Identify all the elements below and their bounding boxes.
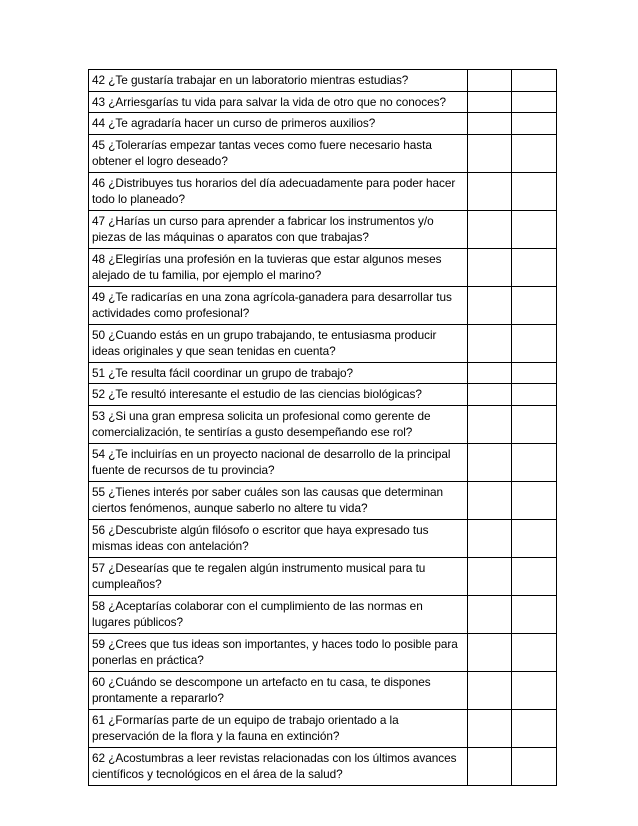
question-text: 60 ¿Cuándo se descompone un artefacto en tu casa, te dispones prontamente a repararlo? <box>89 671 468 709</box>
question-text: 58 ¿Aceptarías colaborar con el cumplimiento de las normas en lugares públicos? <box>89 595 468 633</box>
question-row-51 <box>89 362 557 384</box>
question-row-47 <box>89 210 557 248</box>
answer-cell-second[interactable] <box>512 384 557 406</box>
question-text: 59 ¿Crees que tus ideas son importantes, y haces todo lo posible para ponerlas en práctica? <box>89 633 468 671</box>
question-row-46 <box>89 172 557 210</box>
answer-cell-second[interactable] <box>512 443 557 481</box>
question-row-59 <box>89 633 557 671</box>
answer-cell-first[interactable] <box>468 70 512 92</box>
answer-cell-first[interactable] <box>468 362 512 384</box>
question-text: 46 ¿Distribuyes tus horarios del día adecuadamente para poder hacer todo lo planeado? <box>89 172 468 210</box>
question-row-56 <box>89 519 557 557</box>
answer-cell-second[interactable] <box>512 671 557 709</box>
question-text: 47 ¿Harías un curso para aprender a fabricar los instrumentos y/o piezas de las máquinas o aparatos con que trabajas? <box>89 210 468 248</box>
question-row-58 <box>89 595 557 633</box>
answer-cell-first[interactable] <box>468 443 512 481</box>
question-text: 50 ¿Cuando estás en un grupo trabajando, te entusiasma producir ideas originales y que sean tenidas en cuenta? <box>89 324 468 362</box>
answer-cell-first[interactable] <box>468 172 512 210</box>
question-row-53 <box>89 405 557 443</box>
question-row-57 <box>89 557 557 595</box>
question-row-54 <box>89 443 557 481</box>
answer-cell-second[interactable] <box>512 324 557 362</box>
answer-cell-first[interactable] <box>468 384 512 406</box>
question-row-48 <box>89 248 557 286</box>
answer-cell-first[interactable] <box>468 248 512 286</box>
question-text: 61 ¿Formarías parte de un equipo de trabajo orientado a la preservación de la flora y la fauna en extinción? <box>89 709 468 747</box>
answer-cell-second[interactable] <box>512 362 557 384</box>
answer-cell-first[interactable] <box>468 134 512 172</box>
question-row-42 <box>89 70 557 92</box>
questionnaire-table <box>88 69 557 786</box>
question-row-44 <box>89 113 557 135</box>
question-text: 57 ¿Desearías que te regalen algún instrumento musical para tu cumpleaños? <box>89 557 468 595</box>
answer-cell-first[interactable] <box>468 481 512 519</box>
question-row-61 <box>89 709 557 747</box>
question-row-55 <box>89 481 557 519</box>
answer-cell-first[interactable] <box>468 519 512 557</box>
answer-cell-second[interactable] <box>512 405 557 443</box>
answer-cell-second[interactable] <box>512 595 557 633</box>
answer-cell-second[interactable] <box>512 113 557 135</box>
answer-cell-second[interactable] <box>512 172 557 210</box>
answer-cell-second[interactable] <box>512 557 557 595</box>
answer-cell-first[interactable] <box>468 210 512 248</box>
answer-cell-first[interactable] <box>468 557 512 595</box>
question-row-43 <box>89 91 557 113</box>
question-text: 56 ¿Descubriste algún filósofo o escritor que haya expresado tus mismas ideas con antelación? <box>89 519 468 557</box>
answer-cell-second[interactable] <box>512 747 557 785</box>
answer-cell-second[interactable] <box>512 481 557 519</box>
answer-cell-first[interactable] <box>468 747 512 785</box>
question-text: 49 ¿Te radicarías en una zona agrícola-ganadera para desarrollar tus actividades como profesional? <box>89 286 468 324</box>
answer-cell-first[interactable] <box>468 633 512 671</box>
answer-cell-second[interactable] <box>512 210 557 248</box>
question-text: 53 ¿Si una gran empresa solicita un profesional como gerente de comercialización, te sentirías a gusto desempeñando ese rol? <box>89 405 468 443</box>
answer-cell-first[interactable] <box>468 324 512 362</box>
question-text: 43 ¿Arriesgarías tu vida para salvar la vida de otro que no conoces? <box>89 91 468 113</box>
answer-cell-first[interactable] <box>468 709 512 747</box>
answer-cell-first[interactable] <box>468 286 512 324</box>
answer-cell-second[interactable] <box>512 91 557 113</box>
answer-cell-second[interactable] <box>512 286 557 324</box>
answer-cell-second[interactable] <box>512 134 557 172</box>
question-row-49 <box>89 286 557 324</box>
answer-cell-second[interactable] <box>512 709 557 747</box>
question-text: 51 ¿Te resulta fácil coordinar un grupo de trabajo? <box>89 362 468 384</box>
question-text: 45 ¿Tolerarías empezar tantas veces como fuere necesario hasta obtener el logro deseado? <box>89 134 468 172</box>
answer-cell-second[interactable] <box>512 519 557 557</box>
questionnaire-body <box>89 70 557 786</box>
answer-cell-first[interactable] <box>468 671 512 709</box>
question-text: 42 ¿Te gustaría trabajar en un laboratorio mientras estudias? <box>89 70 468 92</box>
question-text: 54 ¿Te incluirías en un proyecto nacional de desarrollo de la principal fuente de recursos de tu provincia? <box>89 443 468 481</box>
answer-cell-second[interactable] <box>512 70 557 92</box>
question-row-50 <box>89 324 557 362</box>
answer-cell-first[interactable] <box>468 113 512 135</box>
question-text: 48 ¿Elegirías una profesión en la tuvieras que estar algunos meses alejado de tu familia, por ejemplo el marino? <box>89 248 468 286</box>
answer-cell-second[interactable] <box>512 633 557 671</box>
question-text: 52 ¿Te resultó interesante el estudio de las ciencias biológicas? <box>89 384 468 406</box>
answer-cell-first[interactable] <box>468 405 512 443</box>
question-row-62 <box>89 747 557 785</box>
answer-cell-second[interactable] <box>512 248 557 286</box>
question-text: 62 ¿Acostumbras a leer revistas relacionadas con los últimos avances científicos y tecnológicos en el área de la salud? <box>89 747 468 785</box>
answer-cell-first[interactable] <box>468 91 512 113</box>
question-row-52 <box>89 384 557 406</box>
answer-cell-first[interactable] <box>468 595 512 633</box>
question-row-45 <box>89 134 557 172</box>
question-text: 44 ¿Te agradaría hacer un curso de primeros auxilios? <box>89 113 468 135</box>
question-text: 55 ¿Tienes interés por saber cuáles son las causas que determinan ciertos fenómenos, aunque saberlo no altere tu vida? <box>89 481 468 519</box>
question-row-60 <box>89 671 557 709</box>
